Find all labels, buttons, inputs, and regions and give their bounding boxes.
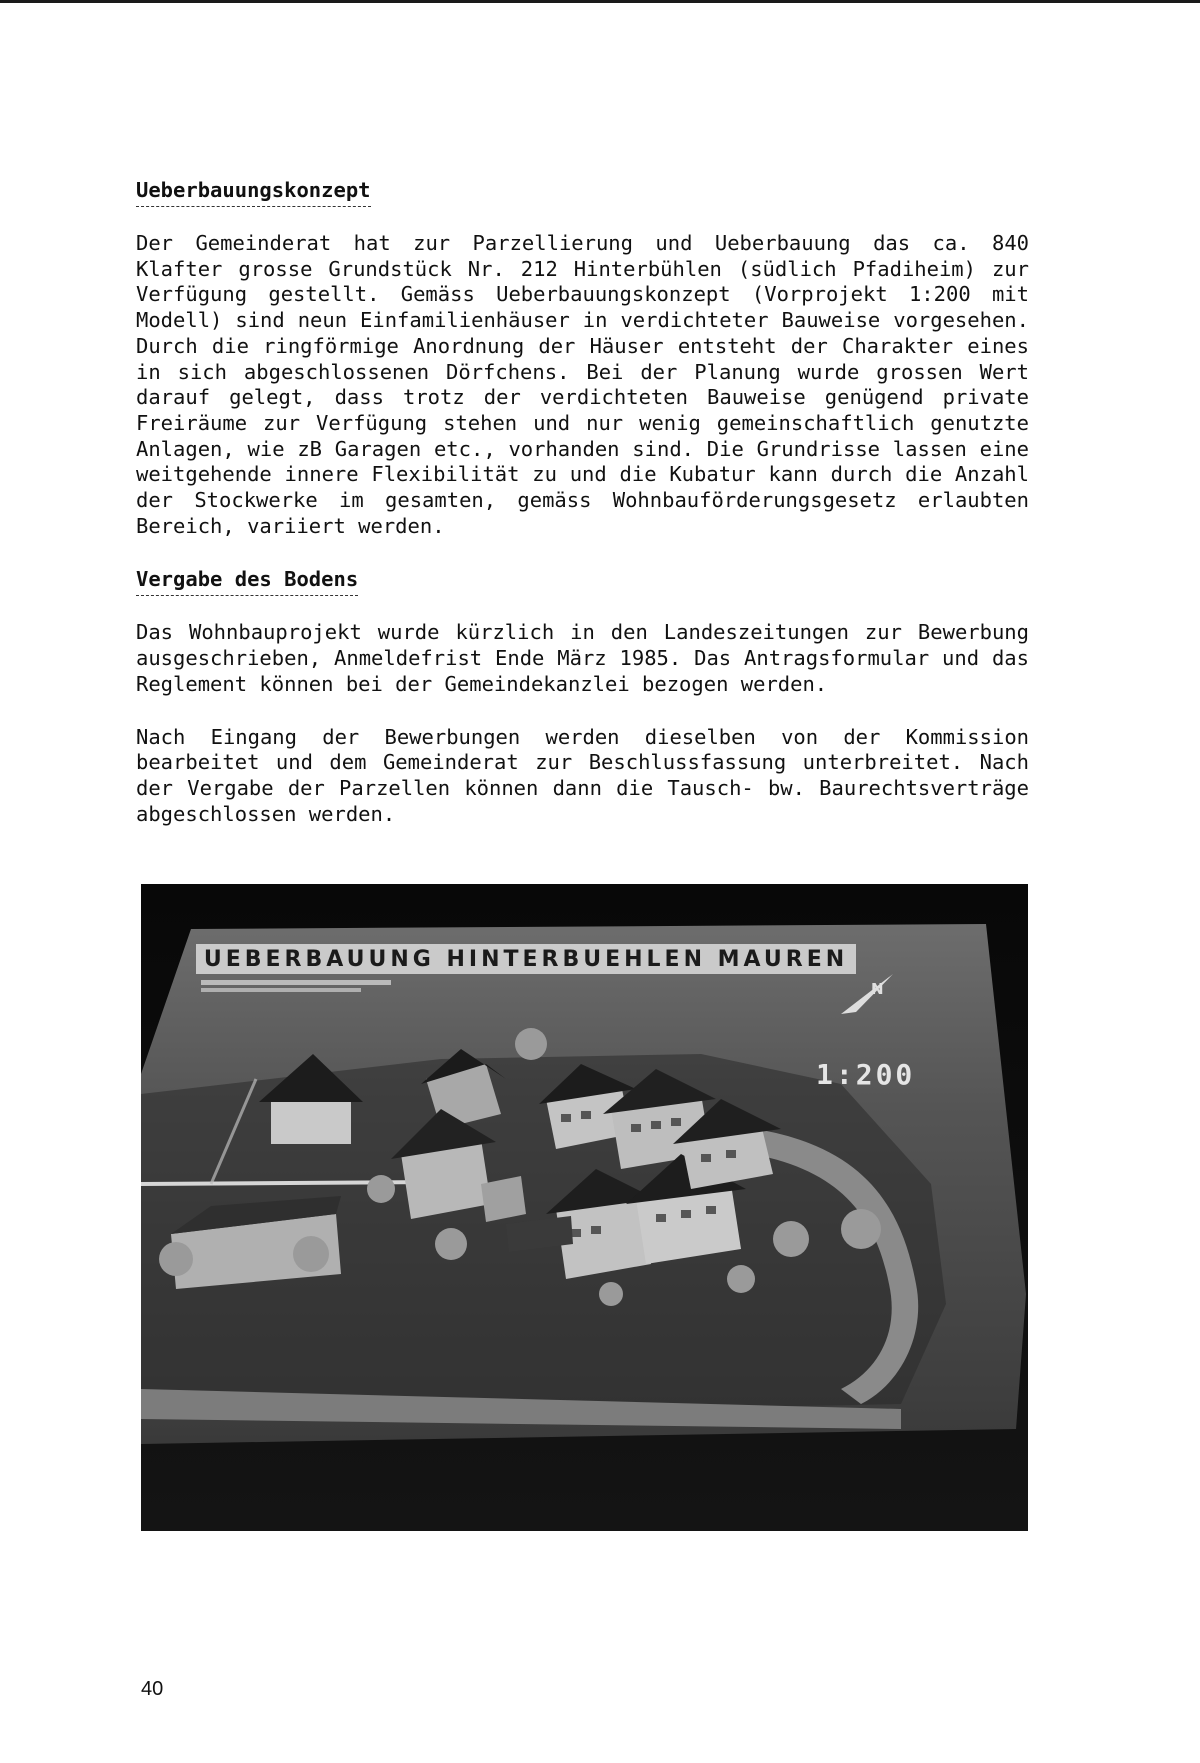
model-scale-label: 1:200 bbox=[816, 1058, 916, 1091]
model-banner-text: UEBERBAUUNG HINTERBUEHLEN MAUREN bbox=[203, 947, 849, 972]
text-column bbox=[136, 177, 1029, 827]
page-number: 40 bbox=[141, 1678, 164, 1700]
section-heading-ueberbauungskonzept: Ueberbauungskonzept bbox=[136, 177, 371, 207]
paragraph-vergabe-1: Das Wohnbauprojekt wurde kürzlich in den Landeszeitungen zur Bewerbung ausgeschrieben, Anmeldefrist Ende März 1985. Das Antragsformular und das Reglement können bei der Gemeindekanzlei bezogen werden. bbox=[136, 620, 1029, 696]
paragraph-ueberbauungskonzept: Der Gemeinderat hat zur Parzellierung und Ueberbauung das ca. 840 Klafter grosse Grundstück Nr. 212 Hinterbühlen (südlich Pfadiheim) zur Verfügung gestellt. Gemäss Ueberbauungskonzept (Vorprojekt 1:200 mit Modell) sind neun Einfamilienhäuser in verdichteter Bauweise vorgesehen. Durch die ringförmige Anordnung der Häuser entsteht der Charakter eines in sich abgeschlossenen Dörfchens. Bei der Planung wurde grossen Wert darauf gelegt, dass trotz der verdichteten Bauweise genügend private Freiräume zur Verfügung stehen und nur wenig gemeinschaftlich genutzte Anlagen, wie zB Garagen etc., vorhanden sind. Die Grundrisse lassen eine weitgehende innere Flexibilität zu und die Kubatur kann durch die Anzahl der Stockwerke im gesamten, gemäss Wohnbauförderungsgesetz erlaubten Bereich, variiert werden. bbox=[136, 231, 1029, 538]
model-photo-illustration bbox=[141, 884, 1028, 1531]
model-house-1 bbox=[271, 1099, 351, 1144]
model-path-line bbox=[141, 1182, 441, 1184]
paragraph-vergabe-2: Nach Eingang der Bewerbungen werden dieselben von der Kommission bearbeitet und dem Gemeinderat zur Beschlussfassung unterbreitet. Nach der Vergabe der Parzellen können dann die Tausch- bw. Baurechtsverträge abgeschlossen werden. bbox=[136, 724, 1029, 826]
page-top-rule bbox=[0, 0, 1200, 3]
model-photo bbox=[141, 884, 1028, 1531]
north-arrow-label: N bbox=[871, 980, 884, 998]
section-heading-vergabe: Vergabe des Bodens bbox=[136, 566, 358, 596]
